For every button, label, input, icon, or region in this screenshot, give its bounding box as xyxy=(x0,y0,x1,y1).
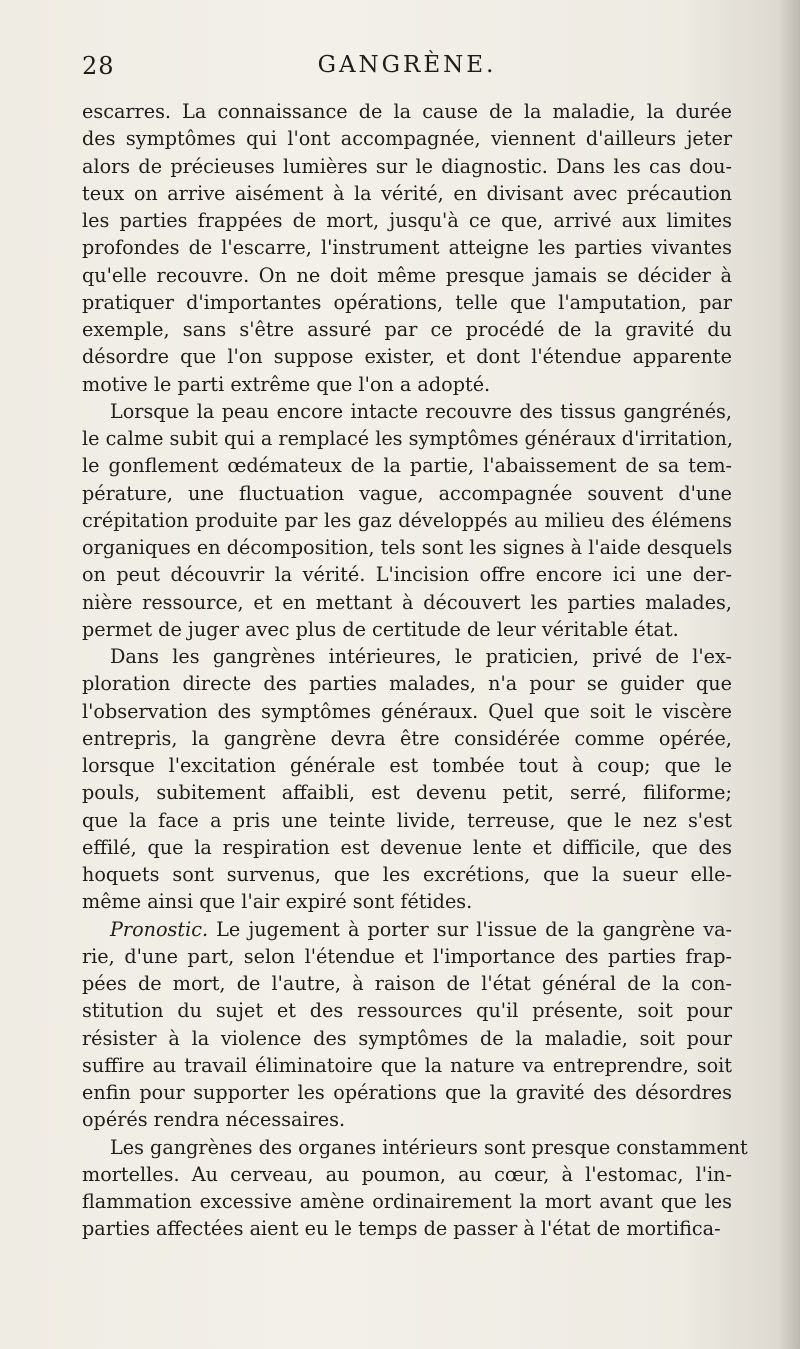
text-line: ploration directe des parties malades, n'a pour se guider que xyxy=(82,672,732,696)
text-line: flammation excessive amène ordinairement la mort avant que les xyxy=(82,1190,732,1213)
text-line: rie, d'une part, selon l'étendue et l'importance des parties frap- xyxy=(82,944,732,968)
text-line: Lorsque la peau encore intacte recouvre des tissus gangrénés, xyxy=(110,399,732,423)
text-line: même ainsi que l'air expiré sont fétides. xyxy=(82,890,473,914)
section-label: Pronostic. xyxy=(110,917,209,941)
text-line: stitution du sujet et des ressources qu'il présente, soit pour xyxy=(82,999,732,1023)
text-line: crépitation produite par les gaz développés au milieu des élémens xyxy=(82,508,732,532)
running-title: GANGRÈNE. xyxy=(317,52,497,78)
text-line: que la face a pris une teinte livide, terreuse, que le nez s'est xyxy=(82,808,732,832)
text-line: résister à la violence des symptômes de la maladie, soit pour xyxy=(82,1026,732,1050)
text-line: profondes de l'escarre, l'instrument atteigne les parties vivantes xyxy=(82,236,732,260)
text-line xyxy=(82,916,732,943)
text-line: pouls, subitement affaibli, est devenu petit, serré, filiforme; xyxy=(82,781,732,805)
text-line: suffire au travail éliminatoire que la nature va entreprendre, soit xyxy=(82,1053,732,1077)
paragraph xyxy=(82,398,732,643)
text-line: désordre que l'on suppose exister, et dont l'étendue apparente xyxy=(82,345,732,369)
text-line: teux on arrive aisément à la vérité, en divisant avec précaution xyxy=(82,181,732,205)
text-line: pratiquer d'importantes opérations, telle que l'amputation, par xyxy=(82,290,732,314)
text-line: l'observation des symptômes généraux. Quel que soit le viscère xyxy=(82,699,732,723)
page-header xyxy=(82,52,732,92)
paragraph xyxy=(82,916,732,1134)
text-line: hoquets sont survenus, que les excrétions, que la sueur elle- xyxy=(82,863,732,886)
text-line: escarres. La connaissance de la cause de la maladie, la durée xyxy=(82,100,732,123)
text-line: on peut découvrir la vérité. L'incision offre encore ici une der- xyxy=(82,563,732,587)
text-line: effilé, que la respiration est devenue lente et difficile, que des xyxy=(82,835,732,859)
text-line: lorsque l'excitation générale est tombée tout à coup; que le xyxy=(82,754,732,777)
line-text: Le jugement à porter sur l'issue de la gangrène va- xyxy=(208,917,732,941)
paragraph xyxy=(82,1134,748,1243)
text-line: pées de mort, de l'autre, à raison de l'état général de la con- xyxy=(82,972,732,995)
text-line: qu'elle recouvre. On ne doit même presque jamais se décider à xyxy=(82,263,732,287)
text-line: entrepris, la gangrène devra être considérée comme opérée, xyxy=(82,726,732,750)
text-line: Dans les gangrènes intérieures, le praticien, privé de l'ex- xyxy=(110,645,732,668)
text-line: permet de juger avec plus de certitude de leur véritable état. xyxy=(82,617,679,641)
paragraph xyxy=(82,98,732,398)
page-number: 28 xyxy=(82,52,115,80)
text-line: le calme subit qui a remplacé les symptômes généraux d'irritation, xyxy=(82,427,733,450)
body-text xyxy=(82,98,748,1243)
page-spine-shadow xyxy=(778,0,800,1349)
text-line: Les gangrènes des organes intérieurs sont presque constamment xyxy=(110,1135,748,1159)
text-line: nière ressource, et en mettant à découvert les parties malades, xyxy=(82,590,732,614)
text-line: le gonflement œdémateux de la partie, l'abaissement de sa tem- xyxy=(82,454,732,478)
text-line: opérés rendra nécessaires. xyxy=(82,1108,346,1132)
text-line: pérature, une fluctuation vague, accompagnée souvent d'une xyxy=(82,481,732,505)
text-line: parties affectées aient eu le temps de passer à l'état de mortifica- xyxy=(82,1217,721,1241)
paragraph xyxy=(82,643,732,916)
text-line: exemple, sans s'être assuré par ce procédé de la gravité du xyxy=(82,318,732,341)
text-line: mortelles. Au cerveau, au poumon, au cœur, à l'estomac, l'in- xyxy=(82,1162,732,1186)
text-line: organiques en décomposition, tels sont les signes à l'aide desquels xyxy=(82,536,733,559)
text-line: motive le parti extrême que l'on a adopté. xyxy=(82,372,491,396)
text-line: des symptômes qui l'ont accompagnée, viennent d'ailleurs jeter xyxy=(82,127,732,151)
text-line: enfin pour supporter les opérations que la gravité des désordres xyxy=(82,1081,732,1104)
text-line: les parties frappées de mort, jusqu'à ce que, arrivé aux limites xyxy=(82,209,732,232)
text-line: alors de précieuses lumières sur le diagnostic. Dans les cas dou- xyxy=(82,154,732,178)
